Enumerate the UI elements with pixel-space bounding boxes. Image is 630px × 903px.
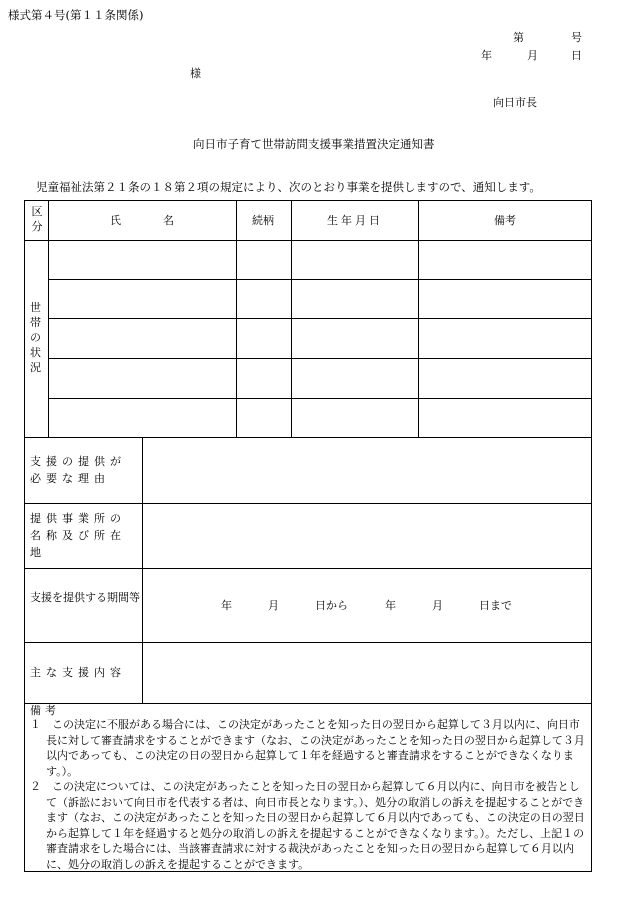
household-row[interactable] xyxy=(49,399,591,437)
col-kubun: 区分 xyxy=(31,205,43,233)
intro-text: 児童福祉法第２１条の１８第２項の規定により、次のとおり事業を提供しますので、通知します。 xyxy=(36,180,541,194)
period-day-to: 日まで xyxy=(479,599,512,612)
col-relation: 続柄 xyxy=(252,214,274,227)
number-dai: 第 xyxy=(513,31,524,44)
form-id: 様式第４号(第１１条関係) xyxy=(8,8,144,22)
period-year-from: 年 xyxy=(221,599,232,612)
notes-list xyxy=(30,717,590,872)
number-go: 号 xyxy=(571,31,582,44)
household-row[interactable] xyxy=(49,319,591,358)
addressee-sama: 様 xyxy=(190,67,201,80)
notes-heading: 備考 xyxy=(30,704,60,717)
date-month: 月 xyxy=(527,49,538,62)
period-month-to: 月 xyxy=(432,599,443,612)
provider-label: 提供事業所の名称及び所在地 xyxy=(30,512,126,559)
household-status-label: 世帯の状況 xyxy=(30,301,41,374)
col-name-second: 名 xyxy=(163,214,174,227)
document-title: 向日市子育て世帯訪問支援事業措置決定通知書 xyxy=(193,137,435,151)
content-field[interactable] xyxy=(143,643,591,703)
period-month-from: 月 xyxy=(268,599,279,612)
note-item-2: ２ この決定については、この決定があったことを知った日の翌日から起算して６月以内に、向日市を被告として（訴訟において向日市を代表する者は、向日市長となります。）、処分の取消しの訴えを提起することができます（なお、この決定があったことを知った日の翌日から起算して６月以内であっても、この決定の日の翌日から起算して１年を経過すると処分の取消しの訴えを提起することができなくなります。）。ただし、上記１の審査請求をした場合には、当該審査請求に対する裁決があったことを知った日の翌日から起算して６月以内に、処分の取消しの訴えを提起することができます。 xyxy=(30,780,585,871)
household-row[interactable] xyxy=(49,280,591,318)
issuer: 向日市長 xyxy=(493,96,537,109)
period-label: 支援を提供する期間等 xyxy=(30,591,140,604)
period-day-from: 日から xyxy=(315,599,348,612)
household-row[interactable] xyxy=(49,241,591,279)
col-remarks: 備考 xyxy=(494,214,516,227)
date-year: 年 xyxy=(481,49,492,62)
col-name-first: 氏 xyxy=(110,214,121,227)
reason-field[interactable] xyxy=(143,438,591,503)
period-field[interactable] xyxy=(143,569,591,642)
provider-field[interactable] xyxy=(143,504,591,568)
household-row[interactable] xyxy=(49,359,591,398)
date-day: 日 xyxy=(571,49,582,62)
reason-label: 支援の提供が必要な理由 xyxy=(30,455,126,485)
note-item-1: １ この決定に不服がある場合には、この決定があったことを知った日の翌日から起算して３月以内に、向日市長に対して審査請求をすることができます（なお、この決定があったことを知った日の翌日から起算して３月以内であっても、この決定の日の翌日から起算して１年を経過すると審査請求をすることができなくなります。）。 xyxy=(30,718,585,778)
content-label: 主な支援内容 xyxy=(30,666,126,679)
col-birthdate: 生年月日 xyxy=(327,214,383,227)
period-year-to: 年 xyxy=(385,599,396,612)
